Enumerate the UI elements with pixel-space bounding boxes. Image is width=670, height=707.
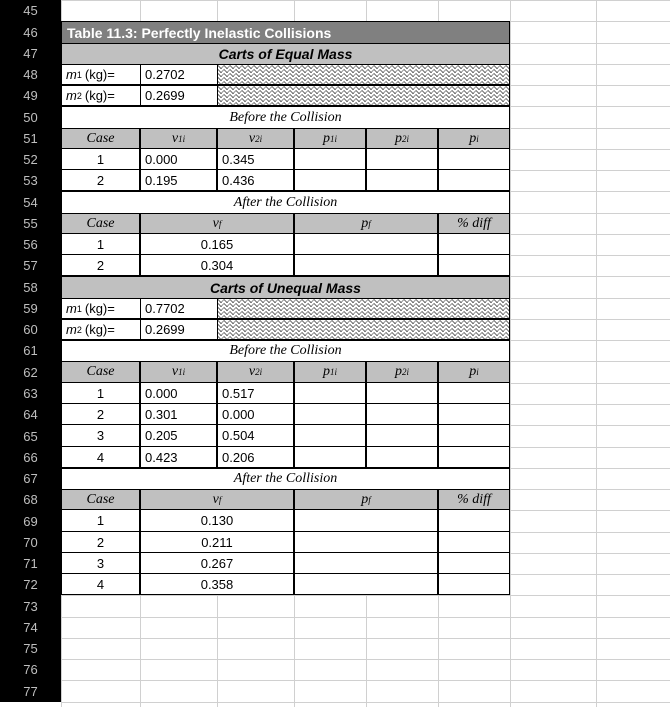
cell-v1i[interactable]: 0.301 — [140, 404, 217, 425]
header-v2i — [217, 361, 294, 383]
cell-p2i[interactable] — [366, 383, 438, 404]
row-header[interactable]: 49 — [0, 85, 61, 106]
row-header[interactable]: 76 — [0, 659, 61, 680]
hatched-blank — [217, 85, 510, 106]
cell-v2i[interactable]: 0.000 — [217, 404, 294, 425]
mass-subscript: 1 — [76, 303, 82, 314]
symbol: v — [171, 364, 179, 379]
mass-label — [61, 85, 140, 106]
symbol: v — [248, 364, 256, 379]
header-p1i — [294, 361, 366, 383]
subscript: i — [476, 367, 479, 377]
header-pct-diff — [438, 213, 510, 234]
gridline-horizontal — [61, 659, 670, 660]
row-header[interactable]: 68 — [0, 489, 61, 510]
cell-p1i[interactable] — [294, 170, 366, 191]
cell-case[interactable]: 3 — [61, 425, 140, 447]
row-header[interactable]: 45 — [0, 0, 61, 21]
subscript: f — [218, 494, 222, 505]
symbol: p — [361, 491, 369, 507]
mass-subscript: 2 — [76, 90, 82, 101]
row-header[interactable]: 65 — [0, 425, 61, 447]
cell-p1i[interactable] — [294, 447, 366, 468]
cell-case[interactable]: 1 — [61, 234, 140, 255]
symbol: p — [322, 130, 330, 146]
mass-unit: (kg)= — [84, 322, 115, 337]
row-header[interactable]: 70 — [0, 532, 61, 553]
cell-case[interactable]: 2 — [61, 255, 140, 276]
subscript: 1i — [178, 133, 186, 144]
cell-vf[interactable]: 0.130 — [140, 510, 294, 532]
header-pi — [438, 128, 510, 149]
header-case — [61, 213, 140, 234]
header-v1i — [140, 361, 217, 383]
symbol: v — [212, 491, 219, 507]
cell-pf[interactable] — [294, 234, 438, 255]
cell-case[interactable]: 1 — [61, 149, 140, 170]
cell-v2i[interactable]: 0.504 — [217, 425, 294, 447]
row-header[interactable]: 66 — [0, 447, 61, 468]
hatched-blank — [217, 298, 510, 319]
cell-v1i[interactable]: 0.195 — [140, 170, 217, 191]
mass-symbol: m — [66, 67, 77, 82]
symbol: p — [322, 364, 330, 379]
cell-vf[interactable]: 0.165 — [140, 234, 294, 255]
subscript: 2i — [255, 367, 263, 377]
header-case — [61, 489, 140, 510]
row-header[interactable]: 50 — [0, 106, 61, 128]
table-title: Table 11.3: Perfectly Inelastic Collisions — [61, 21, 510, 43]
symbol: v — [171, 130, 179, 146]
mass-value[interactable]: 0.7702 — [140, 298, 217, 319]
symbol: v — [212, 215, 219, 231]
row-header[interactable]: 67 — [0, 468, 61, 489]
row-header[interactable]: 75 — [0, 638, 61, 659]
row-header[interactable]: 74 — [0, 617, 61, 638]
cell-p2i[interactable] — [366, 404, 438, 425]
row-header[interactable]: 51 — [0, 128, 61, 149]
cell-v1i[interactable]: 0.423 — [140, 447, 217, 468]
symbol: p — [394, 130, 402, 146]
cell-vf[interactable]: 0.267 — [140, 553, 294, 574]
row-header[interactable]: 54 — [0, 191, 61, 213]
subscript: 1i — [178, 367, 186, 377]
cell-pct-diff[interactable] — [438, 255, 510, 276]
cell-pf[interactable] — [294, 255, 438, 276]
cell-pct-diff[interactable] — [438, 510, 510, 532]
header-vf — [140, 213, 294, 234]
cell-pi[interactable] — [438, 383, 510, 404]
header-p1i — [294, 128, 366, 149]
row-header[interactable]: 47 — [0, 43, 61, 64]
subscript: 2i — [401, 367, 409, 377]
header-vf — [140, 489, 294, 510]
subscript: 1i — [329, 367, 337, 377]
cell-pi[interactable] — [438, 425, 510, 447]
symbol: v — [248, 130, 256, 146]
row-header[interactable]: 60 — [0, 319, 61, 340]
row-header[interactable]: 69 — [0, 510, 61, 532]
symbol: Case — [86, 215, 115, 231]
gridline-horizontal — [61, 0, 670, 1]
row-header[interactable]: 64 — [0, 404, 61, 425]
mass-value[interactable]: 0.2699 — [140, 319, 217, 340]
cell-pct-diff[interactable] — [438, 532, 510, 553]
cell-pi[interactable] — [438, 447, 510, 468]
gridline-horizontal — [61, 638, 670, 639]
cell-pf[interactable] — [294, 553, 438, 574]
row-header[interactable]: 77 — [0, 680, 61, 702]
cell-pi[interactable] — [438, 149, 510, 170]
mass-symbol: m — [66, 88, 77, 103]
cell-case[interactable]: 4 — [61, 447, 140, 468]
header-pf — [294, 489, 438, 510]
gridline-horizontal — [61, 680, 670, 681]
symbol: p — [469, 130, 477, 146]
row-header[interactable]: 52 — [0, 149, 61, 170]
row-header[interactable]: 57 — [0, 255, 61, 276]
row-header[interactable]: 73 — [0, 595, 61, 617]
cell-vf[interactable]: 0.211 — [140, 532, 294, 553]
header-p2i — [366, 128, 438, 149]
cell-p1i[interactable] — [294, 383, 366, 404]
cell-v1i[interactable]: 0.205 — [140, 425, 217, 447]
cell-p1i[interactable] — [294, 425, 366, 447]
mass-label — [61, 298, 140, 319]
cell-p1i[interactable] — [294, 149, 366, 170]
header-case — [61, 361, 140, 383]
row-header[interactable]: 46 — [0, 21, 61, 43]
subscript: 2i — [255, 133, 263, 144]
cell-vf[interactable]: 0.358 — [140, 574, 294, 595]
cell-pf[interactable] — [294, 532, 438, 553]
row-header[interactable]: 55 — [0, 213, 61, 234]
cell-case[interactable]: 4 — [61, 574, 140, 595]
mass-unit: (kg)= — [84, 67, 115, 82]
symbol: Case — [86, 364, 115, 379]
mass-label — [61, 319, 140, 340]
section-heading: Carts of Unequal Mass — [61, 276, 510, 298]
cell-pi[interactable] — [438, 170, 510, 191]
mass-label — [61, 64, 140, 85]
mass-value[interactable]: 0.2699 — [140, 85, 217, 106]
row-header[interactable]: 53 — [0, 170, 61, 191]
cell-pct-diff[interactable] — [438, 553, 510, 574]
cell-v1i[interactable]: 0.000 — [140, 149, 217, 170]
symbol: p — [469, 364, 477, 379]
mass-unit: (kg)= — [84, 88, 115, 103]
hatched-blank — [217, 64, 510, 85]
subscript: f — [218, 218, 222, 229]
cell-vf[interactable]: 0.304 — [140, 255, 294, 276]
subscript: f — [368, 218, 371, 229]
mass-unit: (kg)= — [84, 301, 115, 316]
cell-case[interactable]: 2 — [61, 532, 140, 553]
header-pct-diff — [438, 489, 510, 510]
cell-p1i[interactable] — [294, 404, 366, 425]
cell-v2i[interactable]: 0.436 — [217, 170, 294, 191]
gridline-horizontal — [61, 702, 670, 703]
cell-pi[interactable] — [438, 404, 510, 425]
symbol: % diff — [457, 491, 491, 507]
section-heading: Carts of Equal Mass — [61, 43, 510, 64]
row-header[interactable]: 71 — [0, 553, 61, 574]
cell-pf[interactable] — [294, 510, 438, 532]
cell-pct-diff[interactable] — [438, 234, 510, 255]
cell-p2i[interactable] — [366, 149, 438, 170]
header-p2i — [366, 361, 438, 383]
row-header[interactable]: 72 — [0, 574, 61, 595]
subscript: 2i — [401, 133, 409, 144]
mass-subscript: 1 — [76, 69, 82, 80]
hatched-blank — [217, 319, 510, 340]
cell-case[interactable]: 1 — [61, 383, 140, 404]
cell-v2i[interactable]: 0.517 — [217, 383, 294, 404]
row-header[interactable]: 48 — [0, 64, 61, 85]
header-v1i — [140, 128, 217, 149]
cell-case[interactable]: 2 — [61, 404, 140, 425]
cell-v2i[interactable]: 0.206 — [217, 447, 294, 468]
cell-pf[interactable] — [294, 574, 438, 595]
subscript: f — [368, 494, 371, 505]
cell-p2i[interactable] — [366, 170, 438, 191]
cell-case[interactable]: 2 — [61, 170, 140, 191]
header-case — [61, 128, 140, 149]
row-header[interactable]: 56 — [0, 234, 61, 255]
mass-subscript: 2 — [76, 324, 82, 335]
mass-symbol: m — [66, 322, 77, 337]
gridline-horizontal — [61, 617, 670, 618]
symbol: % diff — [457, 215, 491, 231]
header-pi — [438, 361, 510, 383]
gridline-horizontal — [61, 595, 670, 596]
mass-value[interactable]: 0.2702 — [140, 64, 217, 85]
cell-p2i[interactable] — [366, 425, 438, 447]
row-header[interactable]: 58 — [0, 276, 61, 298]
cell-pct-diff[interactable] — [438, 574, 510, 595]
symbol: p — [361, 215, 369, 231]
subsection-heading: After the Collision — [61, 468, 510, 489]
symbol: Case — [86, 130, 115, 146]
cell-p2i[interactable] — [366, 447, 438, 468]
row-header[interactable]: 59 — [0, 298, 61, 319]
subsection-heading: Before the Collision — [61, 106, 510, 128]
symbol: p — [394, 364, 402, 379]
subscript: i — [476, 133, 479, 144]
mass-symbol: m — [66, 301, 77, 316]
cell-case[interactable]: 3 — [61, 553, 140, 574]
cell-case[interactable]: 1 — [61, 510, 140, 532]
row-header[interactable]: 62 — [0, 361, 61, 383]
subscript: 1i — [329, 133, 337, 144]
header-v2i — [217, 128, 294, 149]
row-header[interactable]: 61 — [0, 340, 61, 361]
row-header[interactable]: 63 — [0, 383, 61, 404]
header-pf — [294, 213, 438, 234]
symbol: Case — [86, 491, 115, 507]
cell-v2i[interactable]: 0.345 — [217, 149, 294, 170]
subsection-heading: After the Collision — [61, 191, 510, 213]
cell-v1i[interactable]: 0.000 — [140, 383, 217, 404]
subsection-heading: Before the Collision — [61, 340, 510, 361]
